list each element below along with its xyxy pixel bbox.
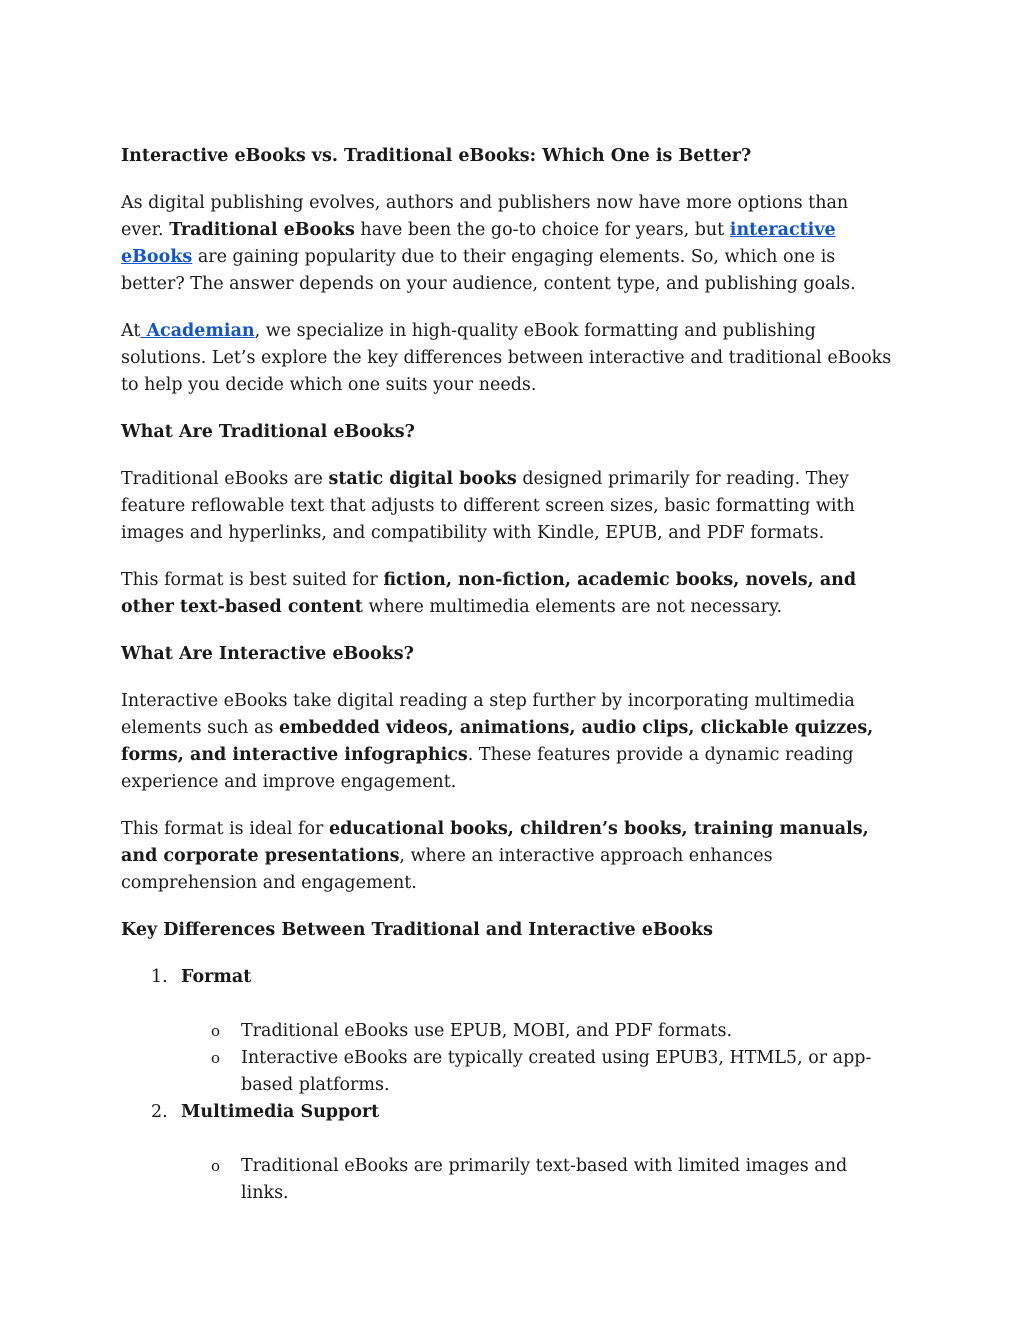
differences-list bbox=[121, 964, 896, 1207]
interactive-text-1: Interactive eBooks take digital reading a step further by incorporating multimedia elements such as bbox=[121, 691, 855, 738]
interactive-text-2: . These features provide a dynamic reading experience and improve engagement. bbox=[121, 745, 854, 792]
bullet-icon: o bbox=[211, 1157, 221, 1175]
interactive-heading: What Are Interactive eBooks? bbox=[121, 644, 414, 664]
traditional-text-3: This format is best suited for bbox=[121, 570, 378, 590]
list-number: 2. bbox=[151, 1102, 168, 1122]
document-page bbox=[121, 143, 896, 1207]
sub-list bbox=[181, 1018, 896, 1099]
traditional-text-1: Traditional eBooks are bbox=[121, 469, 323, 489]
sub-list-item-text: Interactive eBooks are typically created using EPUB3, HTML5, or app-based platforms. bbox=[241, 1048, 872, 1095]
list-number: 1. bbox=[151, 967, 168, 987]
interactive-text-3: This format is ideal for bbox=[121, 819, 324, 839]
list-item-multimedia bbox=[121, 1099, 896, 1207]
sub-list-item-text: Traditional eBooks are primarily text-based with limited images and links. bbox=[241, 1156, 848, 1203]
interactive-ebooks-link[interactable]: interactive eBooks bbox=[121, 220, 836, 267]
list-item-format bbox=[121, 964, 896, 1099]
document-title: Interactive eBooks vs. Traditional eBooks: Which One is Better? bbox=[121, 146, 752, 166]
traditional-text-4: where multimedia elements are not necessary. bbox=[368, 597, 783, 617]
sub-list-item-text: Traditional eBooks use EPUB, MOBI, and PDF formats. bbox=[241, 1021, 733, 1041]
sub-list-item bbox=[181, 1018, 896, 1045]
academian-link[interactable]: Academian bbox=[140, 321, 255, 341]
bullet-icon: o bbox=[211, 1049, 221, 1067]
list-item-title: Format bbox=[181, 967, 252, 987]
list-item-title: Multimedia Support bbox=[181, 1102, 380, 1122]
interactive-text-4: , where an interactive approach enhances comprehension and engagement. bbox=[121, 846, 773, 893]
sub-list-item bbox=[181, 1153, 896, 1207]
traditional-text-2: designed primarily for reading. They feature reflowable text that adjusts to different screen sizes, basic formatting with images and hyperlinks, and compatibility with Kindle, EPUB, and PDF formats. bbox=[121, 469, 855, 543]
differences-heading: Key Differences Between Traditional and Interactive eBooks bbox=[121, 920, 714, 940]
interactive-paragraph-2 bbox=[121, 816, 896, 897]
suited-content-bold: fiction, non-fiction, academic books, novels, and other text-based content bbox=[121, 570, 857, 617]
intro-paragraph-1 bbox=[121, 190, 896, 298]
interactive-paragraph-1 bbox=[121, 688, 896, 796]
sub-list-item bbox=[181, 1045, 896, 1099]
traditional-heading: What Are Traditional eBooks? bbox=[121, 422, 415, 442]
multimedia-elements-bold: embedded videos, animations, audio clips, clickable quizzes, forms, and interactive infographics bbox=[121, 718, 874, 765]
ideal-content-bold: educational books, children’s books, training manuals, and corporate presentations bbox=[121, 819, 869, 866]
intro-text-4: At bbox=[121, 321, 141, 341]
intro-text-1: As digital publishing evolves, authors and publishers now have more options than ever. bbox=[121, 193, 849, 240]
intro-text-3: are gaining popularity due to their engaging elements. So, which one is better? The answer depends on your audience, content type, and publishing goals. bbox=[121, 247, 856, 294]
traditional-ebooks-bold: Traditional eBooks bbox=[169, 220, 355, 240]
traditional-paragraph-2 bbox=[121, 567, 896, 621]
bullet-icon: o bbox=[211, 1022, 221, 1040]
sub-list bbox=[181, 1153, 896, 1207]
traditional-paragraph-1 bbox=[121, 466, 896, 547]
intro-text-2: have been the go-to choice for years, but bbox=[360, 220, 725, 240]
static-digital-books-bold: static digital books bbox=[328, 469, 517, 489]
intro-paragraph-2 bbox=[121, 318, 896, 399]
intro-text-5: , we specialize in high-quality eBook formatting and publishing solutions. Let’s explore the key differences between interactive and traditional eBooks to help you decide which one suits your needs. bbox=[121, 321, 892, 395]
